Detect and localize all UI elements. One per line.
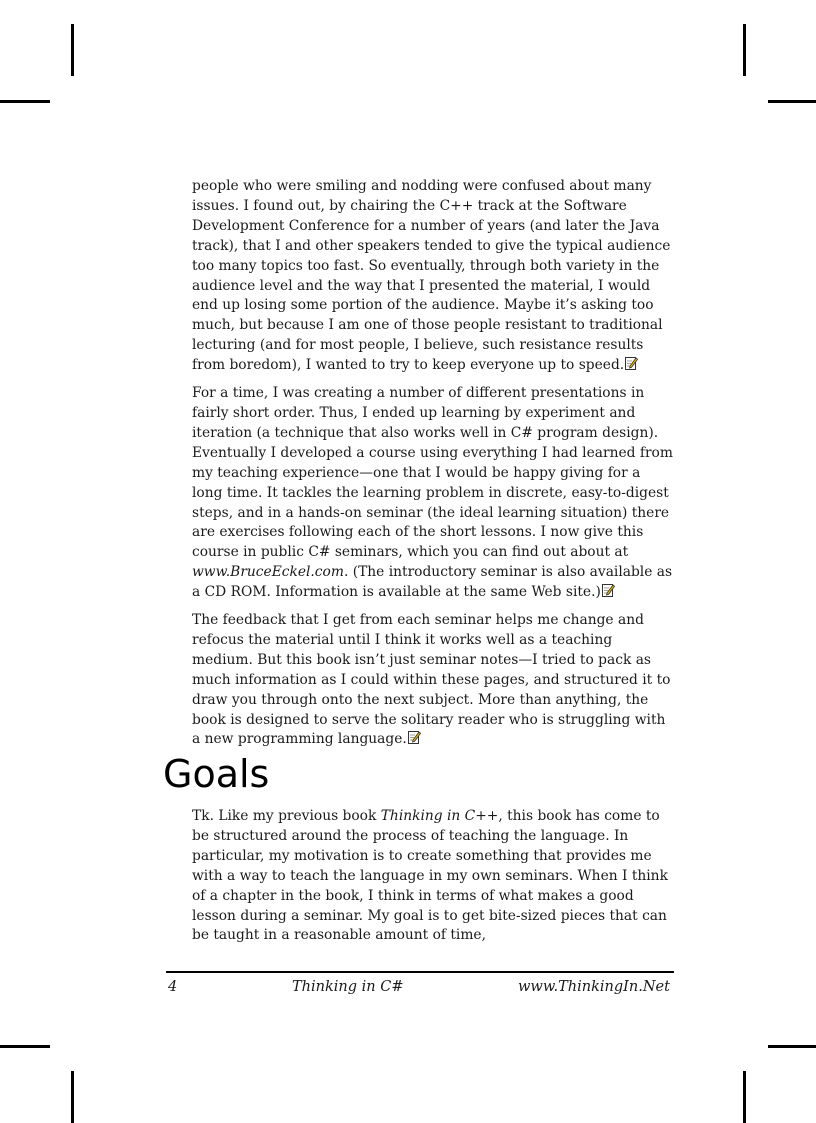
footer-rule — [166, 971, 674, 973]
paragraph-1-text: people who were smiling and nodding were confused about many issues. I found out, by chairing the C++ track at the Software Development Conference for a number of years (and later the Java track), that I and other speakers tended to give the typical audience too many topics too fast. So eventually, through both variety in the audience level and the way that I presented the material, I would end up losing some portion of the audience. Maybe it’s asking too much, but because I am one of those people resistant to traditional lecturing (and for most people, I believe, such resistance results from boredom), I wanted to try to keep everyone up to speed. — [192, 178, 671, 374]
crop-mark-top-right-horizontal — [768, 100, 816, 103]
paragraph-2 — [192, 384, 674, 603]
paragraph-1 — [192, 177, 674, 376]
goals-text-column — [192, 807, 674, 954]
crop-mark-top-left-horizontal — [0, 100, 50, 103]
bruce-eckel-link[interactable]: www.BruceEckel.com — [192, 564, 344, 581]
crop-mark-bottom-right-vertical — [743, 1071, 746, 1123]
paragraph-3 — [192, 611, 674, 750]
edit-note-icon[interactable] — [602, 583, 615, 597]
edit-note-icon[interactable] — [625, 356, 638, 370]
crop-mark-bottom-right-horizontal — [768, 1045, 816, 1048]
paragraph-3-text: The feedback that I get from each seminar helps me change and refocus the material until I think it works well as a teaching medium. But this book isn’t just seminar notes—I tried to pack as much information as I could within these pages, and structured it to draw you through onto the next subject. More than anything, the book is designed to serve the solitary reader who is struggling with a new programming language. — [192, 612, 671, 748]
footer-page-number: 4 — [168, 979, 178, 995]
goals-book-title: Thinking in C++ — [380, 808, 499, 824]
footer-book-title: Thinking in C# — [292, 979, 404, 995]
crop-mark-bottom-left-horizontal — [0, 1045, 50, 1048]
goals-paragraph — [192, 807, 674, 946]
paragraph-2-text-before: For a time, I was creating a number of different presentations in fairly short order. Thus, I ended up learning by experiment and iteration (a technique that also works well in C# program design). Eventually I developed a course using everything I had learned from my teaching experience—one that I would be happy giving for a long time. It tackles the learning problem in discrete, easy-to-digest steps, and in a hands-on seminar (the ideal learning situation) there are exercises following each of the short lessons. I now give this course in public C# seminars, which you can find out about at — [192, 385, 673, 561]
crop-mark-bottom-left-vertical — [71, 1071, 74, 1123]
paragraph-2-text-after: . (The introductory seminar is also available as a CD ROM. Information is available at the same Web site.) — [192, 564, 673, 601]
crop-mark-top-right-vertical — [743, 24, 746, 76]
crop-mark-top-left-vertical — [71, 24, 74, 76]
goals-heading: Goals — [163, 752, 270, 796]
goals-text-before: Tk. Like my previous book — [192, 808, 381, 824]
footer-website: www.ThinkingIn.Net — [518, 979, 670, 995]
goals-text-after: , this book has come to be structured around the process of teaching the language. In particular, my motivation is to create something that provides me with a way to teach the language in my own seminars. When I think of a chapter in the book, I think in terms of what makes a good lesson during a seminar. My goal is to get bite-sized pieces that can be taught in a reasonable amount of time, — [192, 808, 668, 944]
edit-note-icon[interactable] — [408, 730, 421, 744]
body-text-column — [192, 177, 674, 758]
